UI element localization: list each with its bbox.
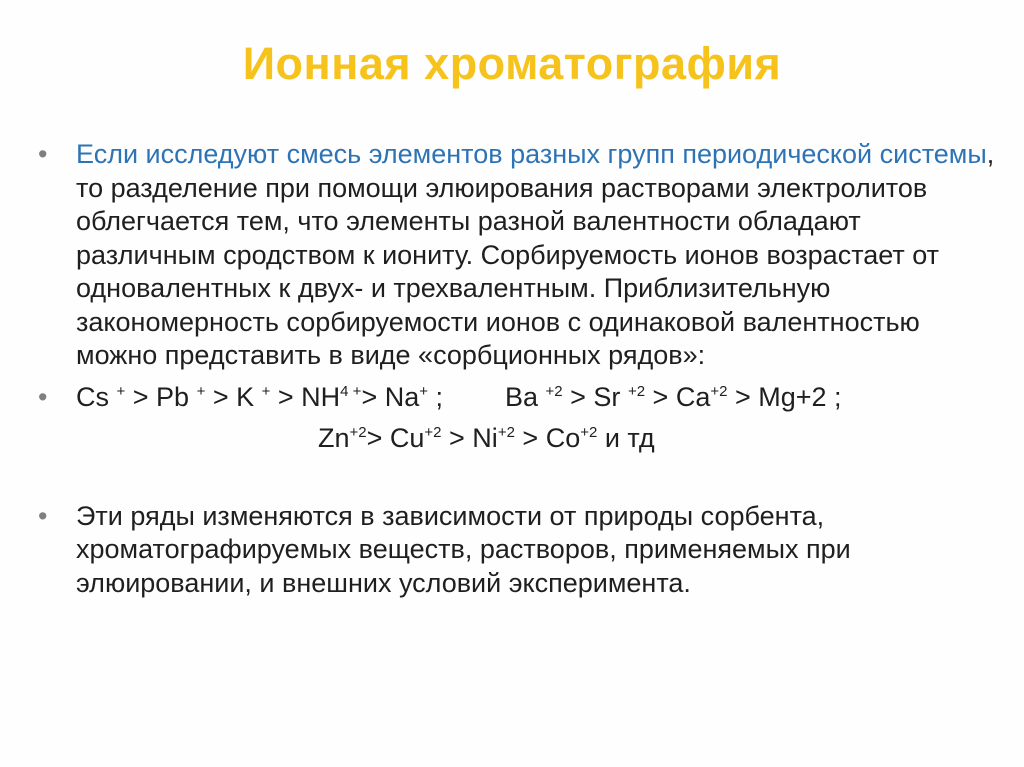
ion-charge: + [419,382,428,400]
ion-symbol: > NH [270,381,341,412]
sorption-series-transition [318,423,655,453]
ion-symbol: и тд [597,423,655,453]
sorption-series-divalent [505,382,842,412]
bullet-1-text: , то разделение при помощи элюирования растворами электролитов облегчается тем, что элементы разной валентности обладают различным сродством к иониту. Сорбируемость ионов возрастает от одновалентных к двух- и трехвалентным. Приблизительную закономерность сорбируемости ионов с одинаковой валентностью можно представить в виде «сорбционных рядов»: [76,139,995,370]
bullet-paragraph-3 [38,500,998,601]
ion-symbol: > Cu [366,423,425,453]
ion-symbol: > Ca [645,381,711,412]
ion-symbol: Ba [505,381,546,412]
ion-symbol: > K [205,381,262,412]
ion-symbol: Cs [76,381,117,412]
ion-charge: +2 [424,424,442,441]
slide-content [38,138,998,600]
bullet-icon: • [38,500,48,531]
ion-symbol: > Ni [441,423,498,453]
ion-symbol: > Sr [562,381,628,412]
sorption-series-monovalent [76,382,443,412]
ion-charge: +2 [497,424,515,441]
ion-symbol: ; [428,381,444,412]
ion-charge: +2 [580,424,598,441]
ion-charge: + [116,382,126,400]
ion-symbol: > Na [361,381,420,412]
bullet-icon: • [38,381,48,412]
sorption-series-line [38,381,998,415]
slide-title: Ионная хроматография [242,38,782,89]
ion-charge: +2 [627,382,646,400]
bullet-paragraph-1 [38,138,998,373]
ion-charge: +2 [349,424,367,441]
ion-symbol: > Pb [125,381,197,412]
bullet-1-highlight: Если исследуют смесь элементов разных групп периодической системы [76,139,987,169]
bullet-icon: • [38,139,48,169]
ion-charge: +2 [710,382,728,400]
ion-charge: + [261,382,271,400]
ion-symbol: > Co [514,423,581,453]
bullet-3-text: Эти ряды изменяются в зависимости от природы сорбента, хроматографируемых веществ, растворов, применяемых при элюировании, и внешних условий эксперимента. [76,500,851,598]
ion-charge: + [196,382,206,400]
ion-charge: +2 [545,382,563,400]
sorption-series-line-2 [38,422,998,456]
ion-charge: 4 + [340,382,362,400]
ion-symbol: Zn [318,423,350,453]
ion-symbol: > Mg+2 ; [727,381,842,412]
